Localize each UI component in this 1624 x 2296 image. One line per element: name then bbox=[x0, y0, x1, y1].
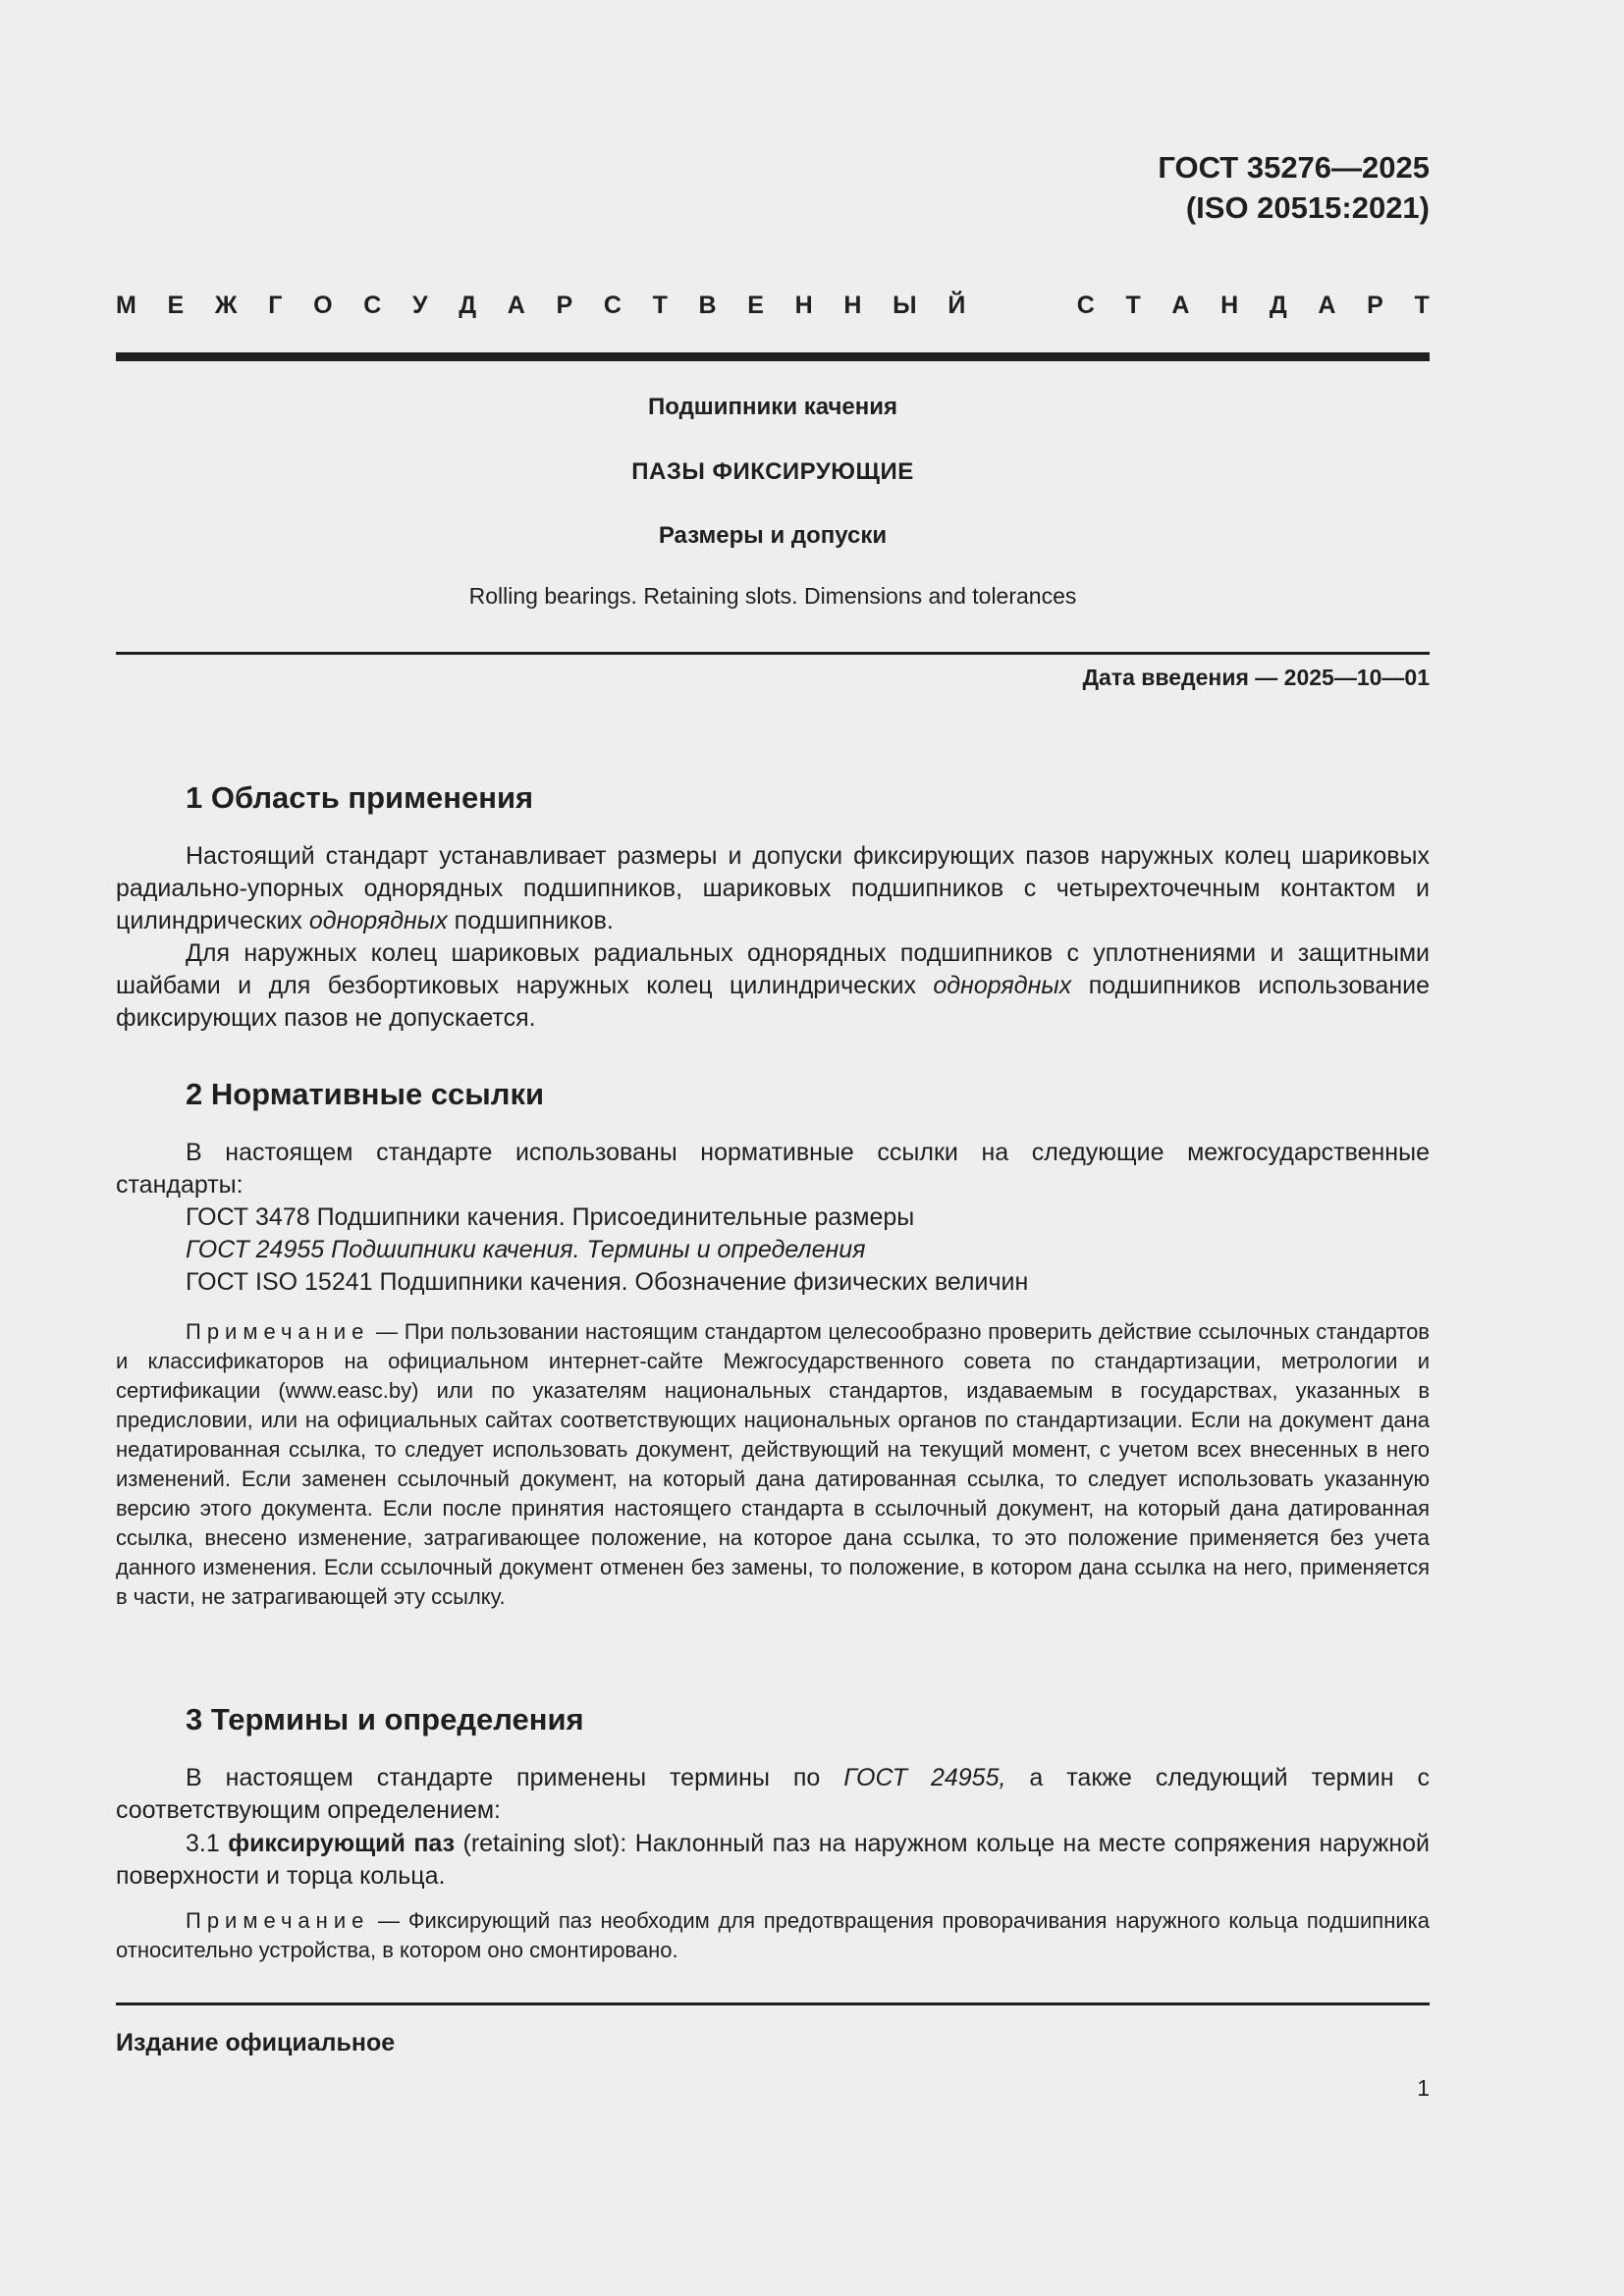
heading-letter: Т bbox=[1125, 292, 1141, 319]
s3-intro-text-b: а также следующий термин с соответствующим определением: bbox=[116, 1764, 1430, 1824]
heading-letter: Ж bbox=[214, 292, 238, 319]
heading-letter: Ы bbox=[893, 292, 917, 319]
heading-letter: С bbox=[1076, 292, 1095, 319]
s1p2-emphasis: однорядных bbox=[933, 972, 1072, 999]
title-group: Подшипники качения bbox=[647, 394, 898, 420]
designation-iso: (ISO 20515:2021) bbox=[1185, 190, 1430, 225]
heading-letter: Д bbox=[459, 292, 477, 319]
term-name: фиксирующий паз bbox=[228, 1830, 456, 1857]
heading-letter: М bbox=[116, 292, 136, 319]
heading-letter: Т bbox=[1414, 292, 1430, 319]
heading-letter: Н bbox=[843, 292, 862, 319]
note-label: Примечание bbox=[186, 1319, 370, 1344]
s1p1-text-a: Настоящий стандарт устанавливает размеры и допуски фиксирующих пазов наружных колец шариковых радиально-упорных однорядных подшипников, шариковых подшипников с четырехточечным контактом и цилиндрических bbox=[116, 842, 1430, 934]
standard-designation bbox=[1158, 147, 1430, 228]
heading-letter: Е bbox=[167, 292, 185, 319]
s1p1-text-b: подшипников. bbox=[447, 907, 614, 934]
reference-gost-24955: ГОСТ 24955 Подшипники качения. Термины и определения bbox=[186, 1236, 866, 1263]
heading-letter: Е bbox=[747, 292, 764, 319]
document-page bbox=[116, 0, 1430, 2296]
heading-letter: О bbox=[313, 292, 333, 319]
title-english: Rolling bearings. Retaining slots. Dimensions and tolerances bbox=[468, 583, 1077, 609]
heading-letter: А bbox=[1318, 292, 1336, 319]
heading-word-gap bbox=[997, 292, 1046, 320]
heading-letter: А bbox=[1171, 292, 1190, 319]
heading-letter: А bbox=[507, 292, 525, 319]
section-2-title: 2 Нормативные ссылки bbox=[186, 1077, 545, 1111]
section-1-title: 1 Область применения bbox=[186, 780, 534, 815]
note-text: — Фиксирующий паз необходим для предотвращения проворачивания наружного кольца подшипника относительно устройства, в котором оно смонтировано. bbox=[116, 1908, 1430, 1962]
heading-letter: Д bbox=[1269, 292, 1287, 319]
s2-intro-text: В настоящем стандарте использованы нормативные ссылки на следующие межгосударственные стандарты: bbox=[116, 1139, 1430, 1199]
heading-letter: Р bbox=[556, 292, 573, 319]
section-2-note bbox=[116, 1317, 1430, 1612]
heading-letter: Й bbox=[947, 292, 966, 319]
title-bottom-rule bbox=[116, 652, 1430, 655]
term-number: 3.1 bbox=[186, 1830, 229, 1857]
official-edition-label: Издание официальное bbox=[116, 2029, 396, 2056]
interstate-standard-heading bbox=[116, 292, 1430, 320]
header-thick-rule bbox=[116, 352, 1430, 361]
reference-gost-3478: ГОСТ 3478 Подшипники качения. Присоединительные размеры bbox=[186, 1203, 915, 1231]
heading-letter: Р bbox=[1367, 292, 1383, 319]
heading-letter: Н bbox=[1220, 292, 1239, 319]
title-main: ПАЗЫ ФИКСИРУЮЩИЕ bbox=[631, 458, 914, 485]
reference-gost-iso-15241: ГОСТ ISO 15241 Подшипники качения. Обозначение физических величин bbox=[186, 1268, 1029, 1296]
s3-intro-emphasis: ГОСТ 24955, bbox=[843, 1764, 1006, 1791]
s3-intro-text-a: В настоящем стандарте применены термины по bbox=[186, 1764, 844, 1791]
section-1-paragraph-2 bbox=[116, 937, 1430, 1035]
page-number: 1 bbox=[1417, 2075, 1430, 2101]
s1p2-text-b: подшипников использование фиксирующих пазов не допускается. bbox=[116, 972, 1430, 1032]
heading-letter: С bbox=[363, 292, 382, 319]
section-1-paragraph-1 bbox=[116, 840, 1430, 937]
designation-gost: ГОСТ 35276—2025 bbox=[1158, 150, 1430, 185]
s1p2-text-a: Для наружных колец шариковых радиальных однорядных подшипников с уплотнениями и защитными шайбами и для безбортиковых наружных колец цилиндрических bbox=[116, 939, 1430, 999]
heading-letter: В bbox=[698, 292, 717, 319]
heading-letter: С bbox=[603, 292, 622, 319]
s1p1-emphasis: однорядных bbox=[308, 907, 448, 934]
heading-letter: Т bbox=[652, 292, 668, 319]
note-label: Примечание bbox=[186, 1908, 370, 1933]
effective-date: Дата введения — 2025—10—01 bbox=[1082, 665, 1430, 690]
heading-letter: Н bbox=[794, 292, 813, 319]
section-3-note bbox=[116, 1906, 1430, 1965]
heading-letter: У bbox=[411, 292, 428, 319]
section-3-title: 3 Термины и определения bbox=[186, 1702, 584, 1736]
footer-rule bbox=[116, 2002, 1430, 2005]
section-3-intro bbox=[116, 1762, 1430, 1827]
term-definition: (retaining slot): Наклонный паз на наружном кольце на месте сопряжения наружной поверхности и торца кольца. bbox=[116, 1830, 1430, 1890]
title-sub: Размеры и допуски bbox=[658, 522, 888, 549]
note-text: — При пользовании настоящим стандартом целесообразно проверить действие ссылочных стандартов и классификаторов на официальном интернет-сайте Межгосударственного совета по стандартизации, метрологии и сертификации (www.easc.by) или по указателям национальных стандартов, издаваемым в государствах, указанных в предисловии, или на официальных сайтах соответствующих национальных органов по стандартизации. Если на документ дана недатированная ссылка, то следует использовать документ, действующий на текущий момент, с учетом всех внесенных в него изменений. Если заменен ссылочный документ, на который дана датированная ссылка, то следует использовать указанную версию этого документа. Если после принятия настоящего стандарта в ссылочный документ, на который дана датированная ссылка, внесено изменение, затрагивающее положение, на которое дана ссылка, то это положение применяется без учета данного изменения. Если ссылочный документ отменен без замены, то положение, в котором дана ссылка на него, применяется в части, не затрагивающей эту ссылку. bbox=[116, 1319, 1430, 1609]
term-3-1 bbox=[116, 1828, 1430, 1893]
heading-letter: Г bbox=[268, 292, 283, 319]
section-2-intro bbox=[116, 1137, 1430, 1201]
